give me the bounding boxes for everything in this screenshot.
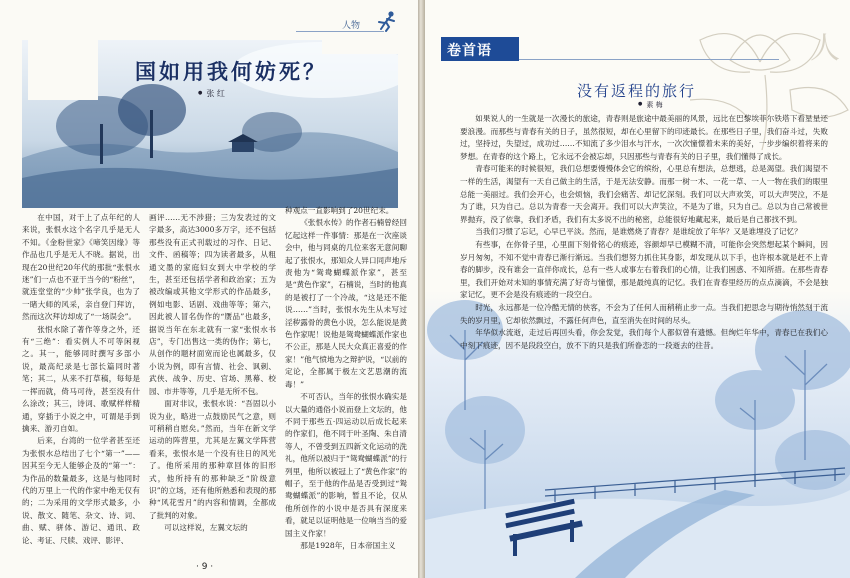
runner-icon (374, 10, 400, 32)
header-rule (296, 31, 384, 32)
paragraph: 画评……无不涉猎；三为发表过的文字最多，高达3000多万字，还不包括那些没有正式刊载过的习作、日记、文件、函稿等；四为读者最多，从粗通文墨的家庭妇女到大中学校的学生，甚至还包括学者和政治家；五为被改编或其他文学形式的作品最多，例如电影、话剧、戏曲等等；第六，因此被人冒名伪作的“赝品”也最多，据说当年在东北就有一家“张恨水书店”，专门出售这一类的伪作；第七，从创作的题材面宽而论也属最多，仅小说为例，即有言情、社会、讽刺、武侠、战争、历史、官场、黑幕、校园、市井等等，几乎是无所不包。 (149, 213, 276, 396)
text-column-1 (22, 212, 140, 548)
left-page (0, 0, 418, 578)
paragraph: 年华似水流逝，走过后再回头看，你会发觉，我们每个人都似曾有遗憾。但绚烂年华中，青春已在我们心中刻下痕迹，因不是段段空白，放不下的只是我们所眷恋的一段逝去的往昔。 (460, 328, 828, 350)
paragraph: 在中国，对于上了点年纪的人来说，张恨水这个名字几乎是无人不知。《金粉世家》《啼笑因缘》等作品也几乎是无人不晓。据说，出现在20世纪20年代的那批“张恨水迷”们一点也不亚于当今的“粉丝”，就连堂堂的“少帅”张学良，也为了一睹大师的风采，亲自登门拜访，然而这次拜访却成了“一场误会”。 (22, 213, 140, 322)
right-page (425, 0, 850, 578)
article-author: ● 张 红 (198, 88, 225, 99)
paragraph: 那是1928年，日本帝国主义 (300, 540, 396, 550)
paragraph: 不可否认，当年的张恨水确实是以大量的通俗小说而登上文坛的，他不同于那些五·四运动以后成长起来的作家们，他不同于叶圣陶、朱自清等人，不曾受到五四新文化运动的洗礼，他所以被归于“鸳鸯蝴蝶派”的行列里，他所以被冠上了“黄色作家”的帽子，至于他的作品是否受到过“鸳鸯蝴蝶派”的影响，暂且不论，仅从他所创作的小说中是否具有深度来看，就足以证明他是一位响当当的爱国主义作家！ (285, 392, 407, 538)
article-title: 国如用我何妨死？ (135, 59, 327, 84)
essay-body (460, 113, 828, 403)
paragraph: 张恨水除了著作等身之外，还有“三绝”：看实例人不可等闲视之。其一，能够同时撰写多部小说，最高纪录是七部长篇同时著笔；其二，从来不打草稿，每每是一挥而就，倚马可待，甚至没有什么涂改；其三，诗词、歌赋样样精通，穿插于小说之中，可谓是手到擒来、游刃自如。 (22, 324, 140, 433)
paragraph: 有些事，在你骨子里，心里面下刻骨铭心的痕迹，容颜却早已模糊不清，可能你会突然想起某个瞬间，因岁月匆匆，不知不觉中青春已渐行渐远。当我们想努力抓住其身影，却发现从以下手，也许根本就是赶不上青春的脚步，没有谁会一直伴你成长，总有一些人或事左右着我们的心情，让我们困惑、不知所措。在那些青春里，我们开始对未知的事情充满了好奇与憧憬，那是最纯真的记忆。我们在青春里经历的点点滴滴，不会是独家记忆，更不会是没有痕迹的一段空白。 (460, 239, 828, 300)
paragraph: 时光，永远都是一位冷酷无情的侠客，不会为了任何人而稍稍止步一点。当我们把思念与期待悄然刻于流失的岁月里，它却依然飘过，不露任何声色，直至消失在时间的尽头。 (460, 302, 828, 325)
paragraph: 如果说人的一生就是一次漫长的旅途，青春则是旅途中最美丽的风景，远比在巴黎埃菲尔铁塔下看星星还要浪漫。而那些与青春有关的日子，虽然很短，却在心里留下的印迹最长。在那些日子里，我们奋斗过，失败过，坚持过，失望过，成功过……不知流了多少泪水与汗水，一次次憧憬着未来的美好，一步步编织着将来的梦想。在青春的这个路上，它永远不会被忘却，只因那些与青春有关的日子里，我们懂得了成长。 (460, 114, 828, 161)
page-number: · 9 · (196, 562, 214, 572)
banner-label: 卷首语 (447, 43, 492, 59)
banner-rule (519, 59, 779, 60)
column-banner (441, 37, 519, 61)
paragraph: 可以这样说，左翼文坛的 (164, 523, 248, 533)
text-column-2 (149, 212, 276, 548)
text-column-3 (285, 205, 407, 553)
book-gutter (418, 0, 425, 578)
essay-title: 没有返程的旅行 (577, 82, 697, 100)
paragraph: 《张恨水传》的作者石楠曾经回忆起这样一件事情：那是在一次座谈会中，他与同桌的几位来客无意间聊起了张恨水，那知众人异口同声地斥责他为“鸳鸯蝴蝶派作家”，甚至是“黄色作家”，石楠说，当时的他真的是被打了一个冷战，“这是还不能说……”当时，张恨水先生从未写过淫秽露骨的黄色小说，怎么能说是黄色作家呢！说他是鸳鸯蝴蝶派作家也不公正，那是人民大众真正喜爱的作家！”他气愤地为之辩护说，“以前的定论，全都属于极左文艺思潮的流毒！” (285, 218, 407, 389)
paragraph: 当我们习惯了忘记，心早已平淡。然而，是谁燃烧了青春？是谁绽放了年华？又是谁埋没了记忆？ (475, 227, 802, 237)
section-tag: 人物 (341, 21, 360, 31)
svg-text:人: 人 (810, 31, 840, 66)
paragraph: 青春可能来的时候很短，我们总想要慢慢体会它的缤纷，心里总有想法，总想逃，总是渴望。我们渴望不一样的生活，渴望有一天自己做主的生活，于是无法安静。而那一树一木、一花一草、一人一物在我们的眼里总能一美丽过。我们会开心，也会烦恼，我们会痛苦、却记忆深刻。我们可以大声欢笑，可以大声哭泣，不是为了谁，只为自己。总以为青春一天会离开。我们可以大声笑泣，不是为了谁，只为自己。总以为自己常被世界抛弃，没了依靠，我们矛盾，我们有太多说不出的秘密，总能很好地藏起来，最后是自己都找不到。 (460, 164, 828, 224)
paragraph: 面对非议，张恨水说：“吾固以小说为业，略进一点鼓励民气之意，则可稍稍自慰矣。”然而，当年在新文学运动的阵营里，尤其是左翼文学阵营看来，张恨水是一个没有往日的风光了。他所采用的那种章回体的旧形式，他所持有的那种缺乏“阶级意识”的立场，还有他所熟悉和表现的那种“风花雪月”的内容和情调，全都成了批判的对象。 (149, 399, 276, 520)
paragraph: 种观点一直影响到了20世纪末。 (285, 206, 394, 215)
essay-author: ● 素 梅 (638, 100, 663, 110)
paragraph: 后来，台湾的一位学者甚至还为张恨水总结出了七个“第一”——因其至今无人能够企及的“第一”：为作品的数量最多，这是与他同时代的万里上一代的作家中绝无仅有的；二为采用的文学形式最多，小说、散文、随笔、杂文、诗、词、曲、赋、骈体、游记、通讯、政论、考证、尺牍、戏评、影评、 (22, 436, 140, 545)
